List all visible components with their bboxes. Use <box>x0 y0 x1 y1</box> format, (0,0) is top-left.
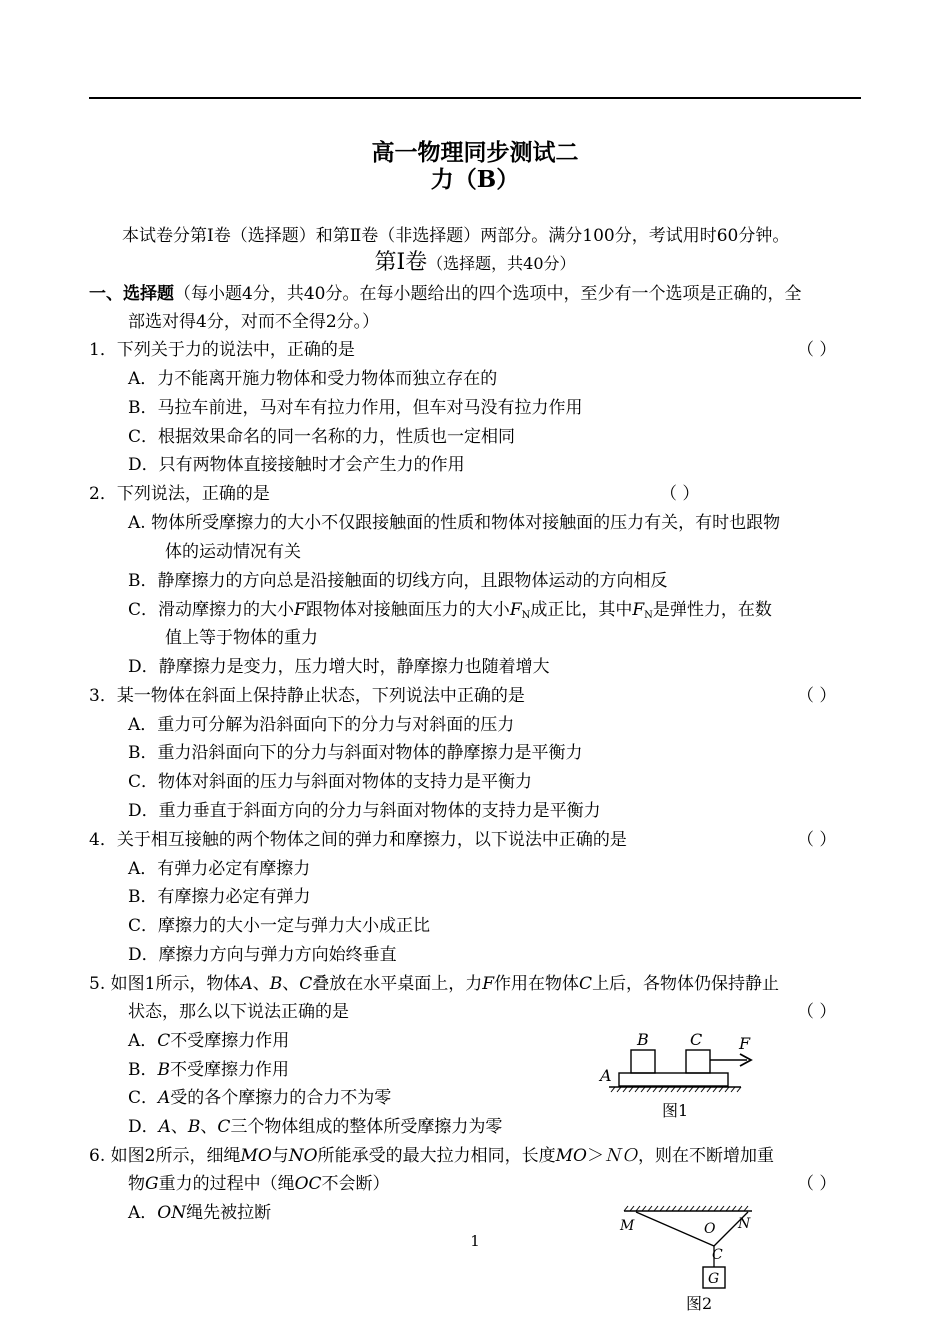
exam-intro: 本试卷分第Ⅰ卷（选择题）和第Ⅱ卷（非选择题）两部分。满分100分，考试用时60分钟。 <box>122 226 790 246</box>
question-3-option-b: B．重力沿斜面向下的分力与斜面对物体的静摩擦力是平衡力 <box>128 743 583 763</box>
figure-1-diagram <box>595 1025 765 1125</box>
question-2-option-c-cont: 值上等于物体的重力 <box>165 628 318 648</box>
figure-2-caption: 图2 <box>686 1294 713 1313</box>
question-5-stem: 5. 如图1所示，物体A、B、C叠放在水平桌面上，力F作用在物体C上后，各物体仍保持静止 <box>89 974 780 994</box>
question-2-stem: 2．下列说法，正确的是 <box>89 484 270 504</box>
figure-1-label-f: F <box>739 1034 751 1053</box>
question-3-option-a: A．重力可分解为沿斜面向下的分力与对斜面的压力 <box>128 715 515 735</box>
question-4-answer-blank: （ ） <box>797 830 837 850</box>
figure-1-label-c: C <box>690 1030 703 1049</box>
page-number: 1 <box>470 1232 480 1250</box>
question-2-option-a-cont: 体的运动情况有关 <box>165 542 301 562</box>
page-subtitle: 力（B） <box>430 166 520 193</box>
question-5-option-c: C．A受的各个摩擦力的合力不为零 <box>128 1088 392 1108</box>
section-desc: （每小题4分，共40分。在每小题给出的四个选项中，至少有一个选项是正确的，全 <box>174 284 802 304</box>
question-6-stem: 6. 如图2所示，细绳MO与NO所能承受的最大拉力相同，长度MO＞ＮＯ，则在不断增加重 <box>89 1146 774 1166</box>
question-2-option-b: B．静摩擦力的方向总是沿接触面的切线方向，且跟物体运动的方向相反 <box>128 571 668 591</box>
question-2-option-d: D．静摩擦力是变力，压力增大时，静摩擦力也随着增大 <box>128 657 550 677</box>
figure-2-label-o: O <box>704 1221 716 1237</box>
volume-heading <box>0 252 950 275</box>
figure-1-caption: 图1 <box>662 1101 689 1120</box>
block-b <box>631 1050 655 1073</box>
volume-name: 第Ⅰ卷 <box>374 250 428 275</box>
page-title: 高一物理同步测试二 <box>371 139 579 166</box>
question-4-option-b: B．有摩擦力必定有弹力 <box>128 887 311 907</box>
question-1-answer-blank: （ ） <box>797 340 837 360</box>
figure-2-label-c: C <box>712 1247 723 1263</box>
question-2-option-a: A. 物体所受摩擦力的大小不仅跟接触面的性质和物体对接触面的压力有关，有时也跟物 <box>128 513 781 533</box>
question-1-option-a: A．力不能离开施力物体和受力物体而独立存在的 <box>128 369 498 389</box>
figure-2-diagram <box>612 1203 762 1321</box>
table-hatching <box>611 1087 741 1092</box>
volume-note: （选择题，共40分） <box>427 254 576 273</box>
question-1-option-c: C．根据效果命名的同一名称的力，性质也一定相同 <box>128 427 516 447</box>
question-1-option-b: B．马拉车前进，马对车有拉力作用，但车对马没有拉力作用 <box>128 398 583 418</box>
question-3-answer-blank: （ ） <box>797 686 837 706</box>
block-c <box>686 1050 710 1073</box>
section-title: 一、选择题 <box>89 284 174 304</box>
question-3-option-c: C．物体对斜面的压力与斜面对物体的支持力是平衡力 <box>128 772 533 792</box>
figure-2-label-n: N <box>738 1216 751 1232</box>
question-2-option-c: C．滑动摩擦力的大小F跟物体对接触面压力的大小$F_N$成正比，其中$F_N$是弹性力，在数 <box>128 600 772 621</box>
question-4-option-c: C．摩擦力的大小一定与弹力大小成正比 <box>128 916 431 936</box>
question-5-stem-cont: 状态，那么以下说法正确的是 <box>128 1002 349 1022</box>
question-4-option-d: D．摩擦力方向与弹力方向始终垂直 <box>128 945 397 965</box>
question-5-option-a: A．C不受摩擦力作用 <box>128 1031 290 1051</box>
question-6-option-a: A．ON绳先被拉断 <box>128 1203 272 1223</box>
figure-2-label-m: M <box>620 1218 635 1234</box>
block-a <box>619 1073 728 1086</box>
question-3-stem: 3．某一物体在斜面上保持静止状态，下列说法中正确的是 <box>89 686 525 706</box>
figure-1-label-a: A <box>600 1066 612 1085</box>
section-heading <box>89 283 801 305</box>
question-1-stem: 1．下列关于力的说法中，正确的是 <box>89 340 355 360</box>
question-4-option-a: A．有弹力必定有摩擦力 <box>128 859 311 879</box>
question-6-answer-blank: （ ） <box>797 1174 837 1194</box>
figure-1-label-b: B <box>637 1030 649 1049</box>
question-2-answer-blank: （ ） <box>660 484 700 504</box>
question-3-option-d: D．重力垂直于斜面方向的分力与斜面对物体的支持力是平衡力 <box>128 801 601 821</box>
question-5-answer-blank: （ ） <box>797 1002 837 1022</box>
ceiling-hatching <box>624 1206 748 1211</box>
question-1-option-d: D．只有两物体直接接触时才会产生力的作用 <box>128 455 465 475</box>
section-desc-cont: 部选对得4分，对而不全得2分。） <box>128 312 380 332</box>
question-6-stem-cont: 物G重力的过程中（绳OC不会断） <box>128 1174 390 1194</box>
figure-2-label-g: G <box>708 1271 720 1287</box>
question-5-option-d: D．A、B、C三个物体组成的整体所受摩擦力为零 <box>128 1117 503 1137</box>
question-4-stem: 4．关于相互接触的两个物体之间的弹力和摩擦力，以下说法中正确的是 <box>89 830 627 850</box>
question-5-option-b: B．B不受摩擦力作用 <box>128 1060 289 1080</box>
header-rule <box>89 97 861 99</box>
